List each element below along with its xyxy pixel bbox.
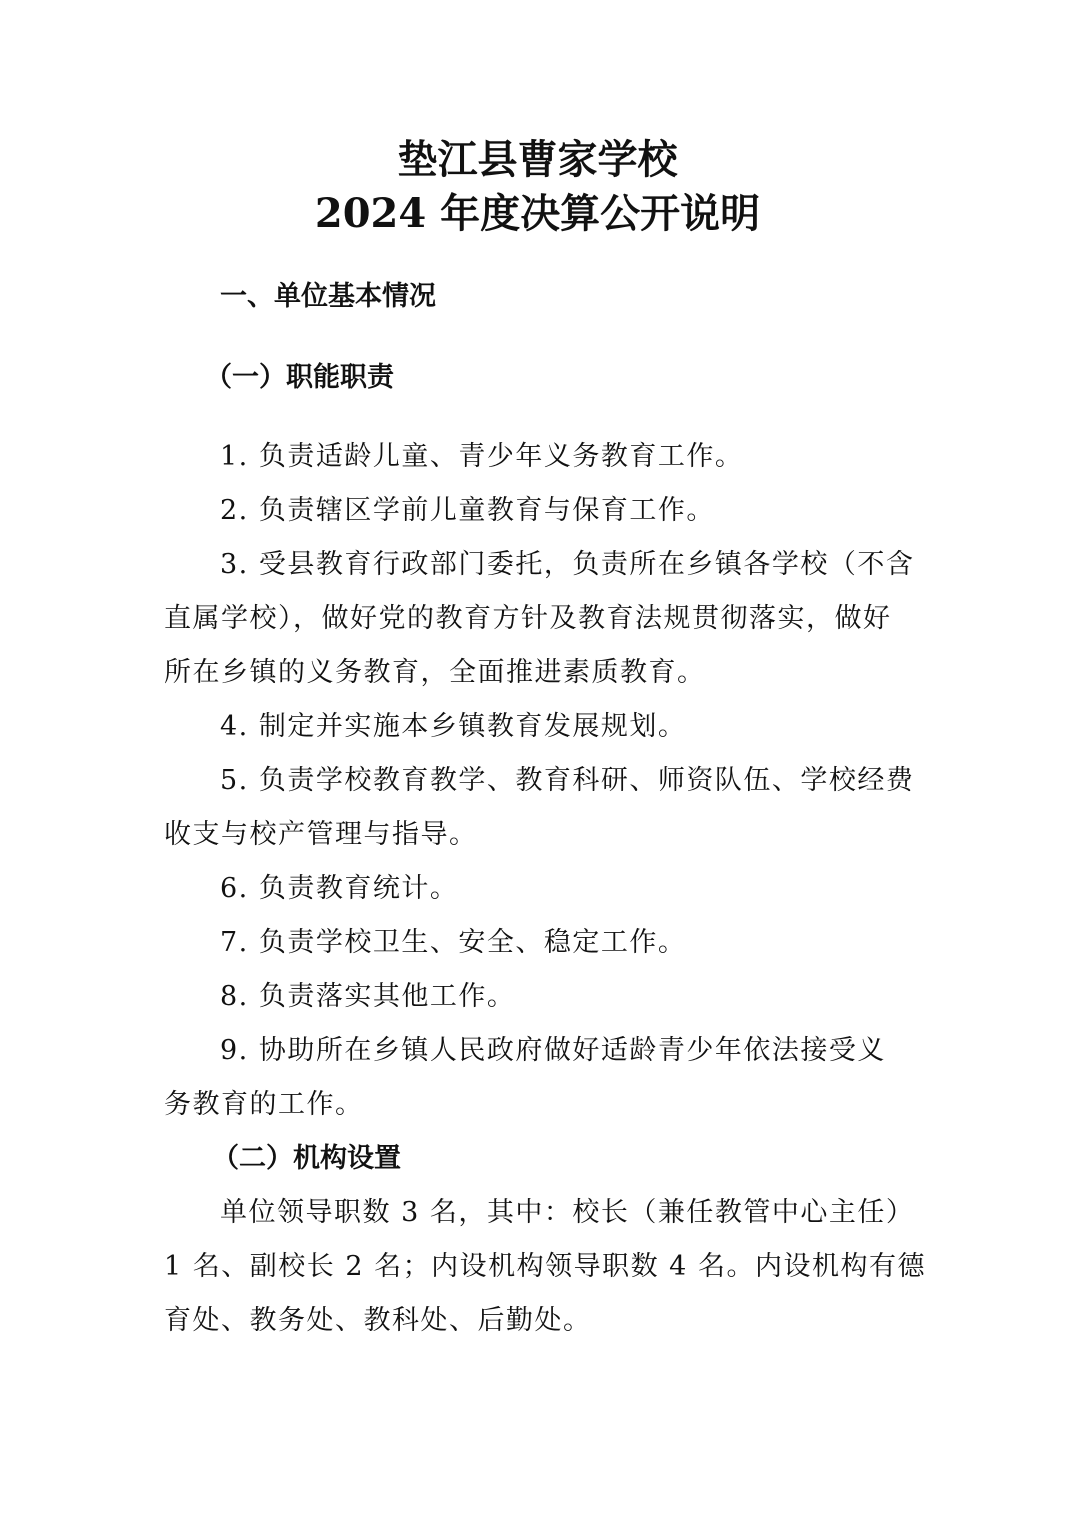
paragraph-line: 5. 负责学校教育教学、教育科研、师资队伍、学校经费: [220, 765, 915, 796]
paragraph-line: 4. 制定并实施本乡镇教育发展规划。: [220, 711, 687, 742]
paragraph-line: 收支与校产管理与指导。: [164, 819, 478, 850]
paragraph-line: 1. 负责适龄儿童、青少年义务教育工作。: [220, 441, 744, 472]
document-title-line-1: 垫江县曹家学校: [397, 136, 678, 183]
paragraph-line: 3. 受县教育行政部门委托，负责所在乡镇各学校（不含: [220, 549, 915, 580]
paragraph-line: 7. 负责学校卫生、安全、稳定工作。: [220, 927, 687, 958]
paragraph-line: 直属学校），做好党的教育方针及教育法规贯彻落实，做好: [164, 603, 892, 634]
section-heading-basic-info: 一、单位基本情况: [220, 281, 436, 312]
paragraph-line: 2. 负责辖区学前儿童教育与保育工作。: [220, 495, 715, 526]
subsection-heading-functions: （一）职能职责: [205, 362, 394, 393]
paragraph-line: 1 名、副校长 2 名；内设机构领导职数 4 名。内设机构有德: [164, 1251, 926, 1282]
subsection-heading-organization: （二）机构设置: [212, 1143, 401, 1174]
document-title-line-2: 2024 年度决算公开说明: [314, 190, 761, 237]
paragraph-line: 9. 协助所在乡镇人民政府做好适龄青少年依法接受义: [220, 1035, 886, 1066]
paragraph-line: 所在乡镇的义务教育，全面推进素质教育。: [164, 657, 706, 688]
paragraph-line: 育处、教务处、教科处、后勤处。: [164, 1305, 592, 1336]
paragraph-line: 8. 负责落实其他工作。: [220, 981, 516, 1012]
paragraph-line: 单位领导职数 3 名，其中：校长（兼任教管中心主任）: [220, 1197, 915, 1228]
paragraph-line: 务教育的工作。: [164, 1089, 364, 1120]
paragraph-line: 6. 负责教育统计。: [220, 873, 459, 904]
